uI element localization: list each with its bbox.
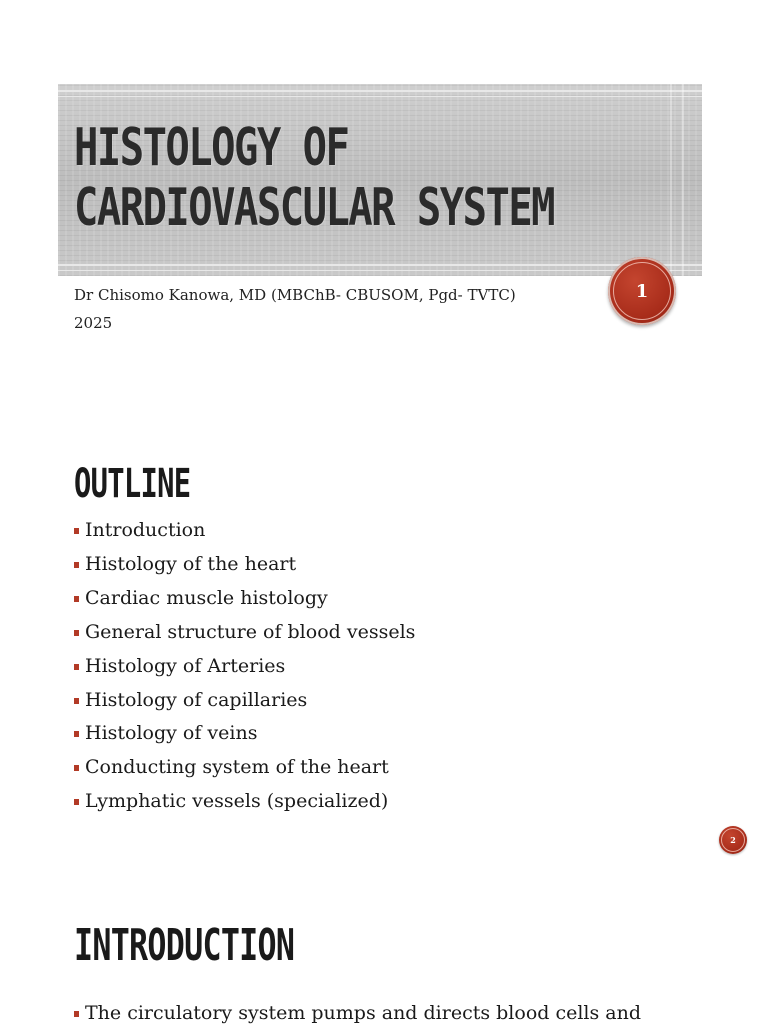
- square-bullet-icon: [74, 799, 79, 805]
- author-line: Dr Chisomo Kanowa, MD (MBChB- CBUSOM, Pgd- TVTC): [74, 286, 516, 304]
- list-item: [74, 616, 415, 650]
- list-item: [74, 751, 415, 785]
- list-item: [74, 548, 415, 582]
- square-bullet-icon: [74, 664, 79, 670]
- presentation-title: [74, 118, 555, 238]
- banner-divider: [58, 90, 702, 92]
- list-item-text: Lymphatic vessels (specialized): [85, 790, 389, 813]
- banner-divider: [58, 96, 702, 97]
- outline-heading: OUTLINE: [74, 461, 191, 507]
- list-item: [74, 582, 415, 616]
- list-item-text: Histology of capillaries: [85, 688, 308, 711]
- introduction-slide: [0, 900, 768, 1024]
- square-bullet-icon: [74, 1011, 79, 1017]
- list-item-text: Cardiac muscle histology: [85, 586, 328, 609]
- outline-slide: [0, 440, 768, 880]
- list-item: [74, 514, 415, 548]
- banner-divider: [682, 84, 684, 276]
- presentation-subtitle: [74, 281, 516, 337]
- square-bullet-icon: [74, 528, 79, 534]
- square-bullet-icon: [74, 562, 79, 568]
- slide-number: 1: [635, 280, 649, 302]
- list-item: [74, 998, 641, 1024]
- title-slide: [0, 0, 768, 420]
- list-item-text: Introduction: [85, 519, 206, 541]
- banner-divider: [670, 84, 672, 276]
- slide-number-badge: [608, 257, 676, 325]
- list-item-text: General structure of blood vessels: [85, 620, 416, 643]
- slide-number-badge: [719, 826, 747, 854]
- list-item-text: Conducting system of the heart: [85, 756, 389, 779]
- introduction-heading: INTRODUCTION: [74, 920, 295, 971]
- banner-divider: [58, 264, 702, 266]
- outline-list: [74, 514, 415, 819]
- list-item-text: The circulatory system pumps and directs blood cells and: [85, 1002, 642, 1024]
- list-item: [74, 684, 415, 718]
- list-item-text: Histology of veins: [85, 722, 258, 745]
- slide-number: 2: [730, 835, 736, 845]
- introduction-list: [74, 998, 641, 1024]
- square-bullet-icon: [74, 765, 79, 771]
- square-bullet-icon: [74, 596, 79, 602]
- square-bullet-icon: [74, 630, 79, 636]
- list-item: [74, 785, 415, 819]
- square-bullet-icon: [74, 731, 79, 737]
- title-line: HISTOLOGY OF: [74, 118, 349, 178]
- title-line: CARDIOVASCULAR SYSTEM: [74, 178, 555, 238]
- list-item-text: Histology of the heart: [85, 552, 297, 575]
- list-item: [74, 650, 415, 684]
- year-line: 2025: [74, 314, 113, 332]
- list-item: [74, 717, 415, 751]
- banner-divider: [58, 270, 702, 271]
- list-item-text: Histology of Arteries: [85, 654, 286, 677]
- square-bullet-icon: [74, 698, 79, 704]
